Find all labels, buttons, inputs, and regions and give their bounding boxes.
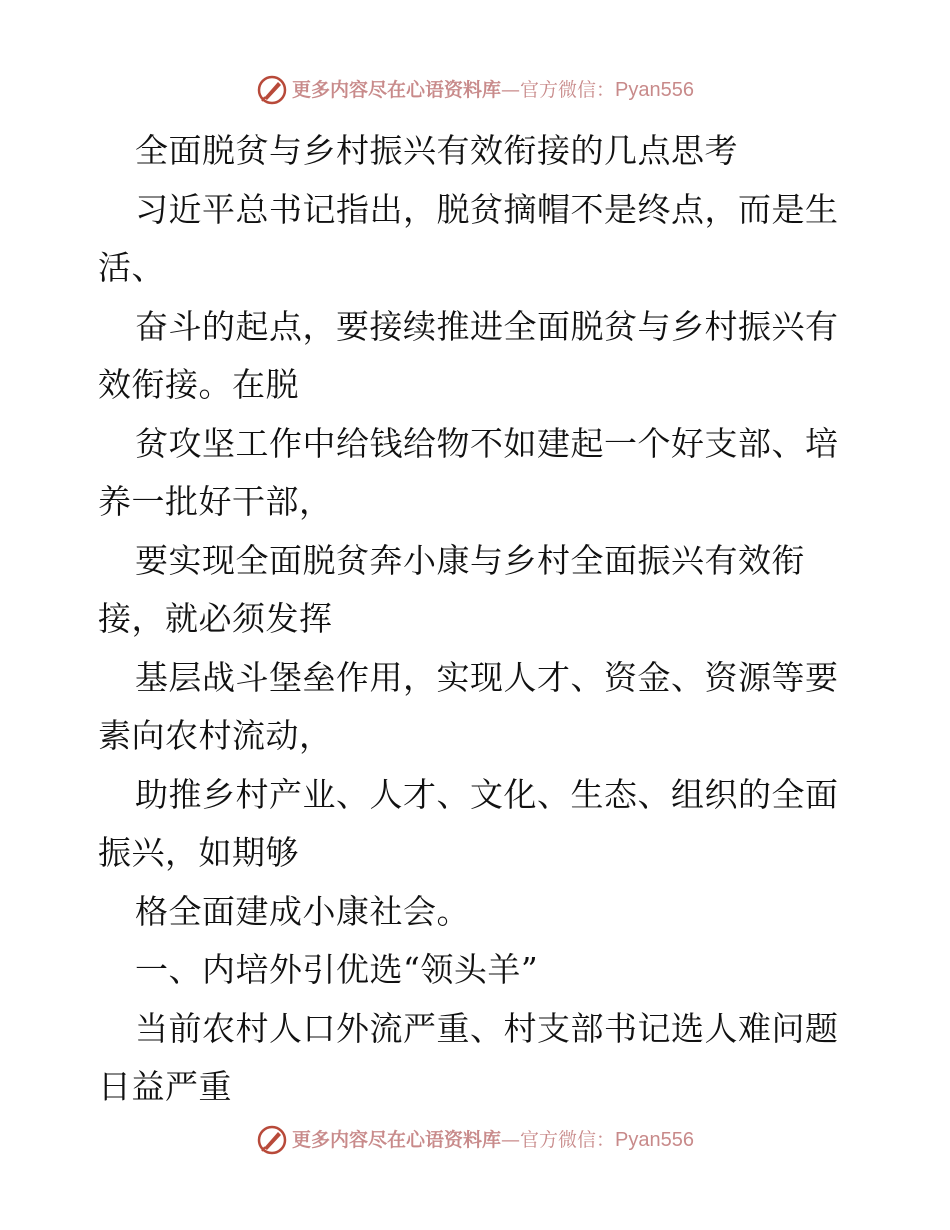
text-line: 养一批好干部， xyxy=(98,482,333,521)
header-site-name: 更多内容尽在心语资料库 xyxy=(292,79,502,101)
header-dash: — xyxy=(501,79,521,101)
text-line: 基层战斗堡垒作用，实现人才、资金、资源等要 xyxy=(135,657,839,697)
footer-banner xyxy=(0,1120,950,1160)
footer-site-name: 更多内容尽在心语资料库 xyxy=(292,1129,502,1151)
document-title: 全面脱贫与乡村振兴有效衔接的几点思考 xyxy=(135,131,738,170)
text-line: 接，就必须发挥 xyxy=(98,599,333,638)
text-line: 要实现全面脱贫奔小康与乡村全面振兴有效衔 xyxy=(135,540,805,580)
quill-pen-logo-icon xyxy=(256,74,288,106)
header-contact-label: 官方微信： xyxy=(520,79,616,101)
footer-contact-label: 官方微信： xyxy=(520,1129,616,1151)
text-line: 贫攻坚工作中给钱给物不如建起一个好支部、培 xyxy=(135,423,839,463)
text-line: 奋斗的起点，要接续推进全面脱贫与乡村振兴有 xyxy=(135,306,839,346)
text-line: 效衔接。在脱 xyxy=(98,365,299,404)
text-line: 习近平总书记指出，脱贫摘帽不是终点，而是生 xyxy=(135,189,839,229)
text-line: 当前农村人口外流严重、村支部书记选人难问题 xyxy=(135,1008,839,1048)
text-line: 格全面建成小康社会。 xyxy=(135,891,470,931)
footer-contact-id: Pyan556 xyxy=(615,1129,694,1151)
text-line: 日益严重 xyxy=(98,1067,232,1106)
quill-pen-logo-icon xyxy=(256,1124,288,1156)
text-line: 素向农村流动， xyxy=(98,716,333,755)
header-banner xyxy=(0,70,950,110)
text-line: 活、 xyxy=(98,248,165,287)
text-line: 振兴，如期够 xyxy=(98,833,299,872)
header-contact-id: Pyan556 xyxy=(615,79,694,101)
section-heading: 一、内培外引优选“领头羊” xyxy=(135,950,539,989)
text-line: 助推乡村产业、人才、文化、生态、组织的全面 xyxy=(135,774,839,814)
footer-dash: — xyxy=(501,1129,521,1151)
document-body xyxy=(98,122,858,1117)
